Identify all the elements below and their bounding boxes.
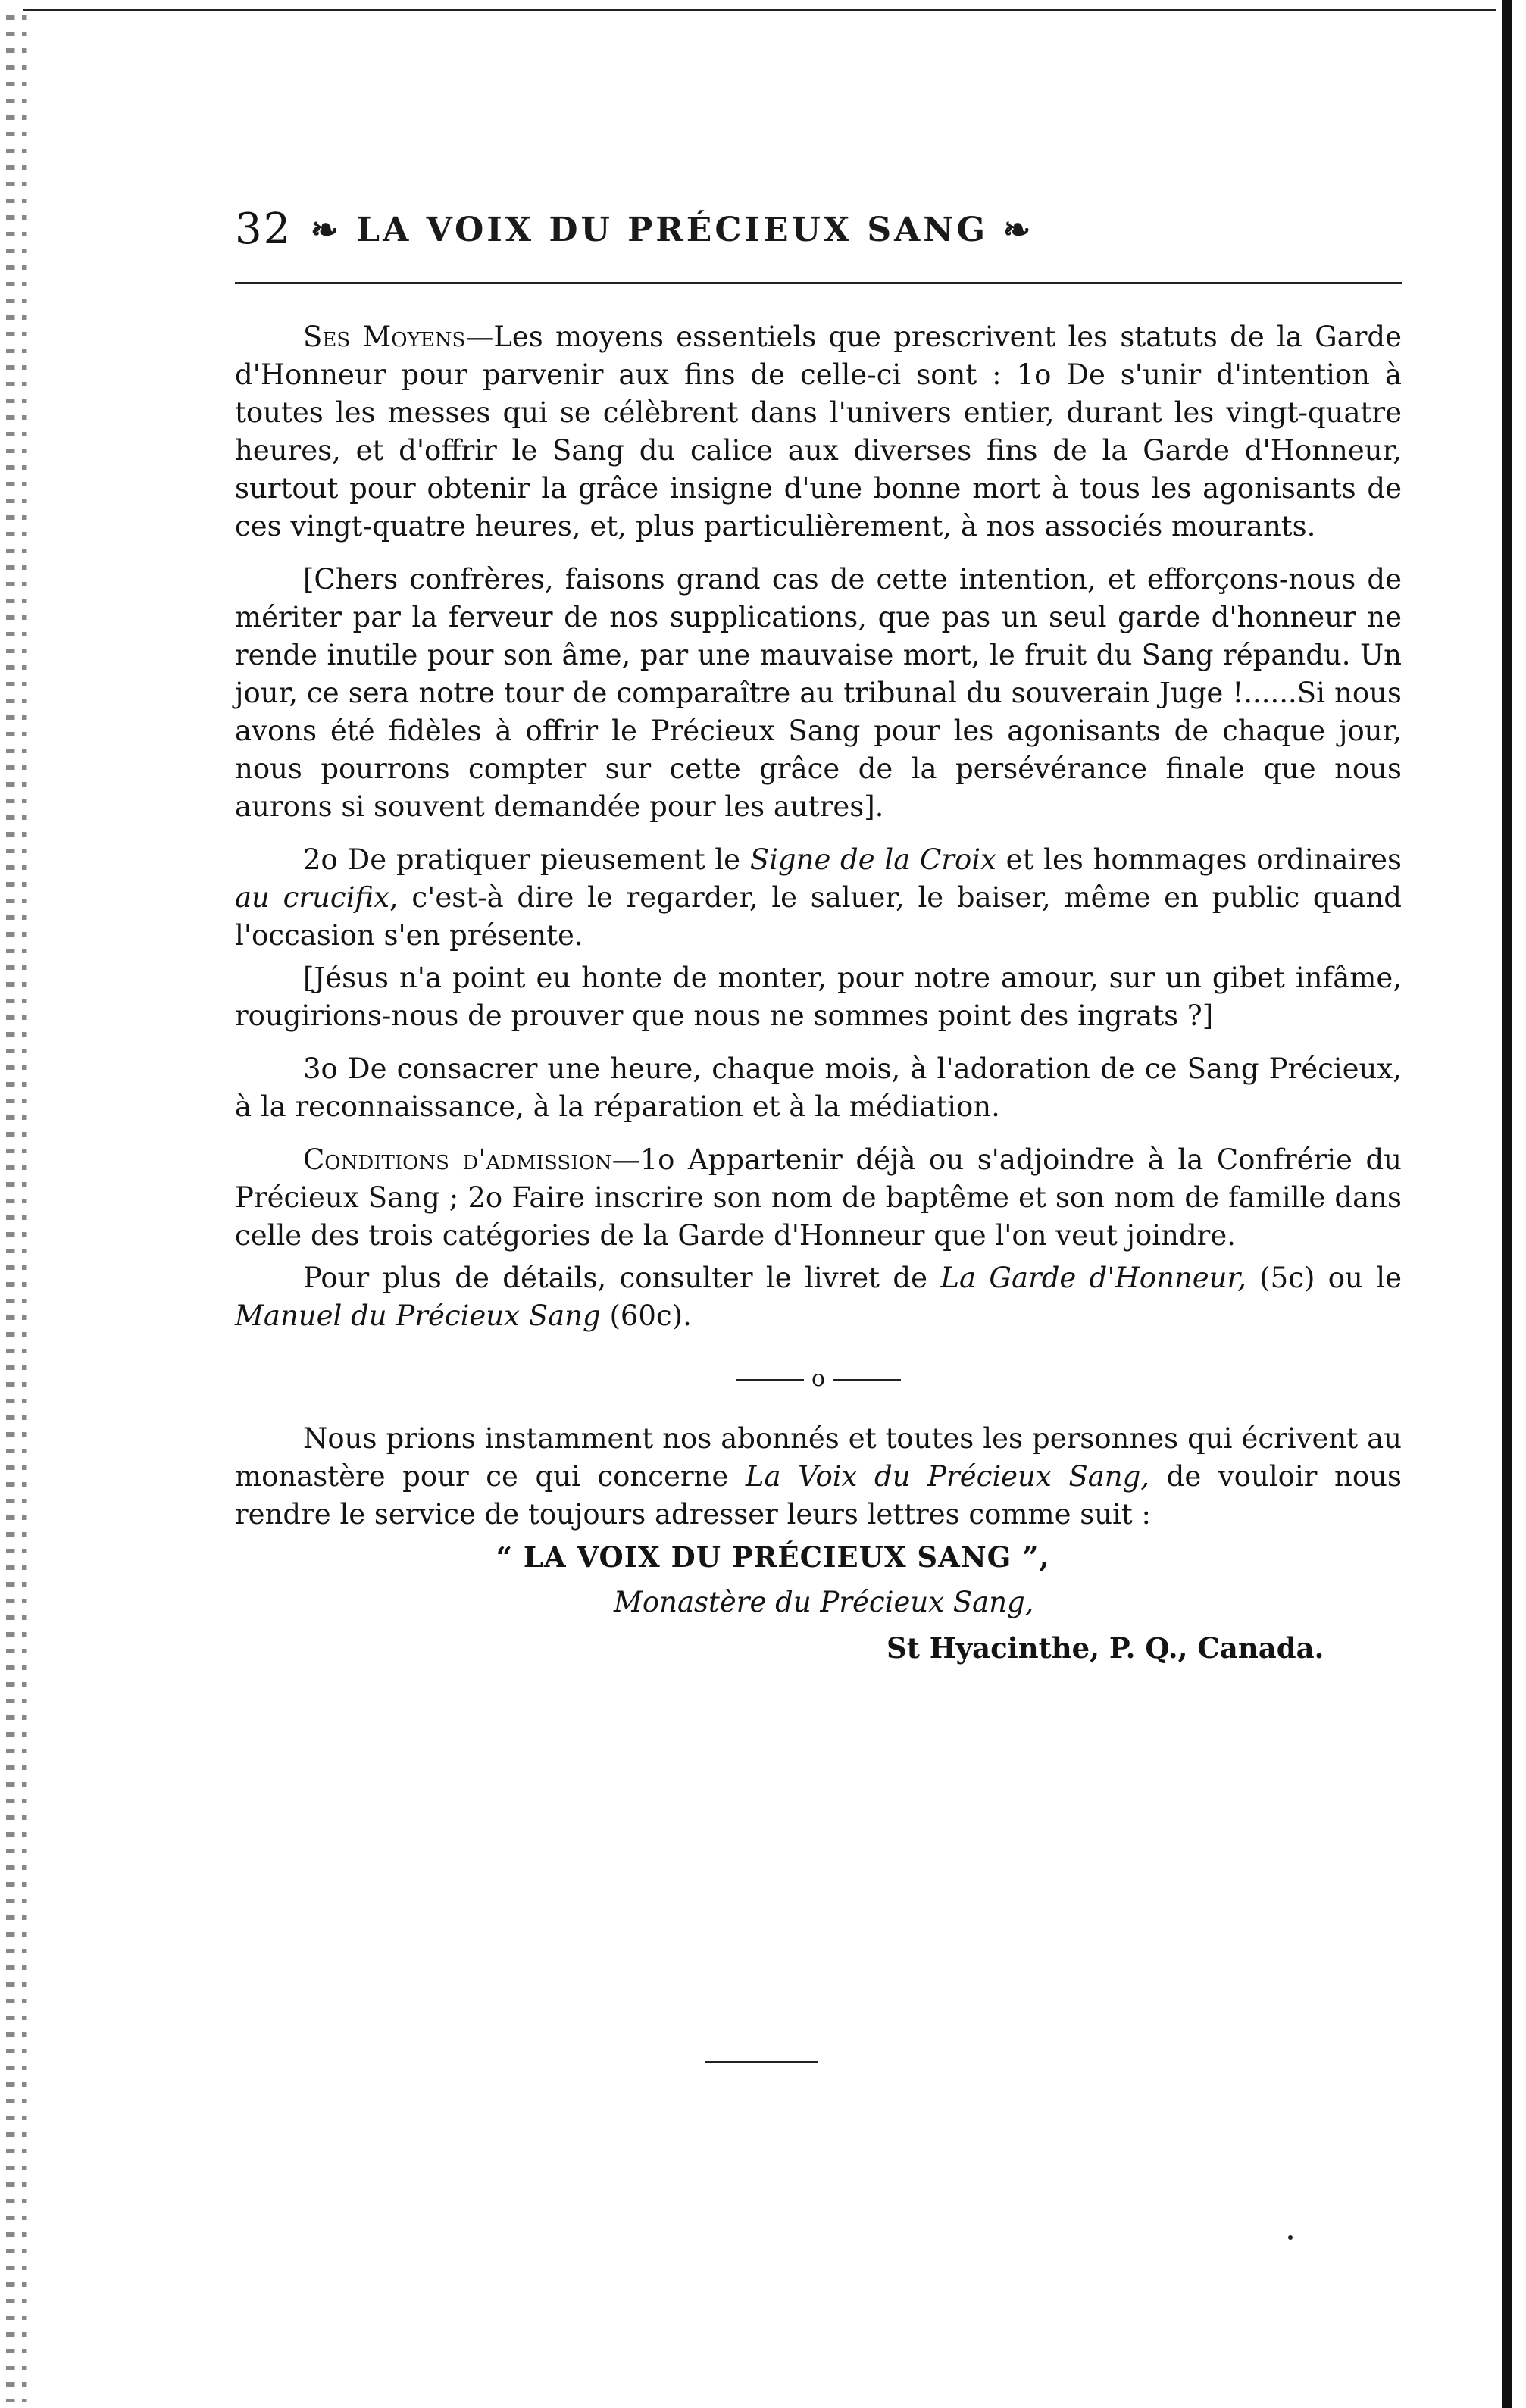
- paragraph-notice: [235, 1420, 1402, 1534]
- left-margin-scan-artifacts: [6, 15, 35, 2402]
- paragraph-text: —Les moyens essentiels que prescrivent les statuts de la Garde d'Honneur pour parvenir aux fins de celle-ci sont : 1o De s'unir d'intention à toutes les messes qui se célèbrent dans l'univers entier, durant les vingt-quatre heures, et d'offrir le Sang du calice aux diverses fins de la Garde d'Honneur, surtout pour obtenir la grâce insigne d'une bonne mort à tous les agonisants de ces vingt-quatre heures, et, plus particulièrement, à nos associés mourants.: [235, 321, 1402, 543]
- top-rule: [23, 9, 1496, 11]
- italic-text: Signe de la Croix: [749, 843, 996, 876]
- bottom-rule: [705, 2061, 818, 2063]
- paragraph-text: Pour plus de détails, consulter le livret de: [303, 1262, 941, 1294]
- paragraph-adoration: [235, 1050, 1402, 1126]
- paragraph-details: [235, 1259, 1402, 1335]
- address-line-monastery: Monastère du Précieux Sang,: [614, 1586, 1034, 1618]
- italic-text: La Voix du Précieux Sang,: [745, 1460, 1150, 1493]
- ink-dot: [1288, 2235, 1293, 2240]
- italic-text: Manuel du Précieux Sang: [235, 1299, 601, 1332]
- italic-text: La Garde d'Honneur,: [940, 1262, 1246, 1294]
- paragraph-text: et les hommages ordinaires: [996, 843, 1402, 876]
- paragraph-signe-de-la-croix: [235, 841, 1402, 955]
- page-number: 32: [235, 205, 292, 254]
- section-label-conditions: Conditions d'admission: [303, 1143, 612, 1176]
- address-title: “ LA VOIX DU PRÉCIEUX SANG ”,: [496, 1540, 1050, 1574]
- paragraph-text: , c'est-à dire le regarder, le saluer, le baiser, même en public quand l'occasion s'en présente.: [235, 881, 1402, 952]
- paragraph-text: [Jésus n'a point eu honte de monter, pour notre amour, sur un gibet infâme, rougirions-nous de prouver que nous ne sommes point des ingrats ?]: [235, 962, 1402, 1032]
- page-header: [227, 205, 1409, 273]
- paragraph-text: [Chers confrères, faisons grand cas de cette intention, et efforçons-nous de mériter par la ferveur de nos supplications, que pas un seul garde d'honneur ne rende inutile pour son âme, par une mauvaise mort, le fruit du Sang répandu. Un jour, ce sera notre tour de comparaître au tribunal du souverain Juge !......Si nous avons été fidèles à offrir le Précieux Sang pour les agonisants de chaque jour, nous pourrons compter sur cette grâce de la persévérance finale que nous aurons si souvent demandée pour les autres].: [235, 563, 1402, 823]
- right-margin-edge: [1502, 0, 1512, 2408]
- paragraph-text: 2o De pratiquer pieusement le: [303, 843, 750, 876]
- header-rule: [235, 282, 1402, 284]
- page: [227, 205, 1409, 1665]
- paragraph-moyens: [235, 318, 1402, 546]
- address-line-city: St Hyacinthe, P. Q., Canada.: [887, 1631, 1324, 1665]
- paragraph-conditions: [235, 1141, 1402, 1255]
- paragraph-text: de vouloir nous rendre le service de toujours adresser leurs lettres comme suit :: [235, 1460, 1402, 1531]
- separator-line-left: [736, 1379, 804, 1381]
- paragraph-chers-confreres: [235, 561, 1402, 826]
- body-text: [235, 318, 1402, 1667]
- italic-text: au crucifix: [235, 881, 389, 914]
- section-separator: [235, 1365, 1402, 1393]
- paragraph-text: (5c) ou le: [1246, 1262, 1402, 1294]
- paragraph-jesus: [235, 959, 1402, 1035]
- paragraph-text: 3o De consacrer une heure, chaque mois, à l'adoration de ce Sang Précieux, à la reconnaissance, à la réparation et à la médiation.: [235, 1052, 1402, 1123]
- separator-glyph: o: [811, 1365, 826, 1392]
- separator-line-right: [833, 1379, 901, 1381]
- section-label-moyens: Ses Moyens: [303, 321, 466, 353]
- running-title: ❧ LA VOIX DU PRÉCIEUX SANG ❧: [311, 211, 1034, 249]
- paragraph-text: (60c).: [600, 1299, 692, 1332]
- paragraph-text: Nous prions instamment nos abonnés et toutes les personnes qui écrivent au monastère pour ce qui concerne: [235, 1422, 1402, 1493]
- paragraph-text: —1o Appartenir déjà ou s'adjoindre à la Confrérie du Précieux Sang ; 2o Faire inscrire son nom de baptême et son nom de famille dans celle des trois catégories de la Garde d'Honneur que l'on veut joindre.: [235, 1143, 1402, 1252]
